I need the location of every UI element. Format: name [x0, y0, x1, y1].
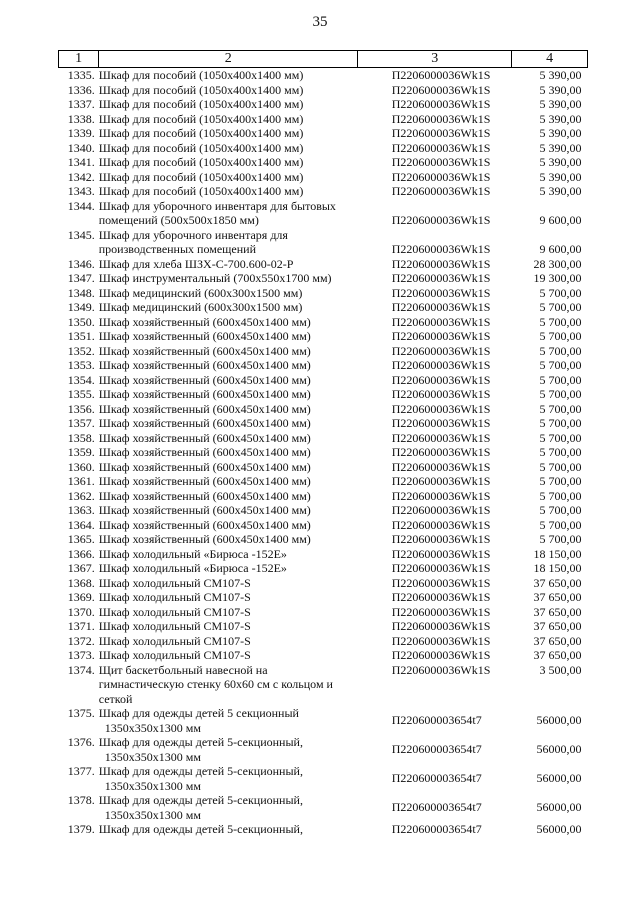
item-name [99, 822, 358, 837]
item-name-line: Шкаф хозяйственный (600x450x1400 мм) [98, 430, 311, 445]
table-body [59, 68, 588, 837]
item-code: П2206000036Wk1S [391, 256, 491, 271]
item-code: П2206000036Wk1S [391, 329, 491, 343]
item-name [99, 228, 358, 257]
table-row [59, 460, 588, 475]
item-code: П2206000036Wk1S [391, 314, 491, 329]
item-code: П2206000036Wk1S [391, 343, 491, 358]
item-name-line: Шкаф для уборочного инвентаря для [98, 227, 288, 242]
item-price: 5 700,00 [539, 474, 582, 488]
item-code: П2206000036Wk1S [391, 300, 491, 314]
item-name-line: 1350x350x1300 мм [104, 807, 201, 822]
item-name-line: Шкаф для пособий (1050x400x1400 мм) [98, 68, 304, 82]
item-name-line: Шкаф хозяйственный (600x450x1400 мм) [98, 329, 311, 343]
item-name-line: Шкаф хозяйственный (600x450x1400 мм) [98, 445, 311, 459]
item-price: 18 150,00 [533, 561, 582, 575]
item-name [99, 300, 358, 315]
item-name [99, 532, 358, 547]
item-price: 37 650,00 [533, 619, 582, 633]
table-row [59, 706, 588, 735]
item-name-line: Шкаф холодильный СМ107-S [98, 590, 251, 604]
item-name [99, 83, 358, 98]
item-name [99, 764, 358, 793]
item-name [99, 184, 358, 199]
table-row [59, 373, 588, 388]
item-price: 5 700,00 [539, 517, 582, 532]
item-name-line: Шкаф хозяйственный (600x450x1400 мм) [98, 372, 311, 387]
row-number: 1363. [67, 503, 95, 517]
item-name-line: Шкаф холодильный СМ107-S [98, 633, 251, 648]
item-code: П2206000036Wk1S [391, 358, 491, 372]
item-price: 37 650,00 [533, 590, 582, 604]
item-name-line: Шкаф холодильный СМ107-S [98, 575, 251, 590]
table-row [59, 576, 588, 591]
item-code: П2206000036Wk1S [391, 285, 491, 300]
item-name-line: сеткой [98, 691, 133, 706]
row-number: 1366. [67, 546, 95, 561]
table-row [59, 155, 588, 170]
row-number: 1344. [67, 198, 95, 213]
item-name [99, 445, 358, 460]
item-name-line: Щит баскетбольный навесной на [98, 662, 268, 677]
row-number: 1354. [67, 372, 95, 387]
item-name-line: Шкаф хозяйственный (600x450x1400 мм) [98, 387, 311, 401]
item-code: П2206000036Wk1S [391, 488, 491, 503]
item-price: 5 390,00 [539, 68, 582, 82]
item-name [99, 416, 358, 431]
row-number: 1360. [67, 459, 95, 474]
item-name-line: Шкаф для одежды детей 5-секционный, [98, 822, 303, 836]
item-code: П2206000036Wk1S [391, 474, 491, 488]
item-name-line: Шкаф хозяйственный (600x450x1400 мм) [98, 343, 311, 358]
item-name-line: Шкаф для одежды детей 5-секционный, [98, 735, 303, 749]
item-code: П2206000036Wk1S [391, 169, 491, 184]
item-name [99, 431, 358, 446]
item-name-line: Шкаф холодильный СМ107-S [98, 604, 251, 619]
row-number: 1377. [67, 764, 95, 778]
table-row [59, 141, 588, 156]
item-code: П2206000036Wk1S [391, 662, 491, 677]
item-price: 5 700,00 [539, 387, 582, 401]
item-price: 19 300,00 [533, 271, 582, 285]
item-name [99, 605, 358, 620]
row-number: 1371. [67, 619, 95, 633]
item-name [99, 793, 358, 822]
row-number: 1337. [67, 97, 95, 111]
item-name-line: Шкаф для одежды детей 5-секционный, [98, 764, 303, 778]
item-name-line: Шкаф хозяйственный (600x450x1400 мм) [98, 474, 311, 488]
item-code: П2206000036Wk1S [391, 140, 491, 155]
item-price: 56000,00 [536, 822, 582, 836]
row-number: 1367. [67, 561, 95, 575]
item-price: 56000,00 [536, 771, 582, 785]
table-row [59, 416, 588, 431]
table-header-row [59, 51, 588, 68]
item-name-line: 1350x350x1300 мм [104, 778, 201, 793]
item-name-line: Шкаф холодильный СМ107-S [98, 619, 251, 633]
row-number: 1348. [67, 285, 95, 300]
item-code: П220600003654t7 [391, 713, 482, 727]
item-price: 37 650,00 [533, 604, 582, 619]
table-row [59, 663, 588, 707]
item-name [99, 518, 358, 533]
item-name-line: Шкаф инструментальный (700x550x1700 мм) [98, 271, 332, 285]
table-row [59, 793, 588, 822]
item-price: 56000,00 [536, 742, 582, 756]
item-name-line: Шкаф хозяйственный (600x450x1400 мм) [98, 416, 311, 430]
item-price: 5 700,00 [539, 459, 582, 474]
table-row [59, 199, 588, 228]
item-code: П2206000036Wk1S [391, 561, 491, 575]
row-number: 1374. [67, 662, 95, 677]
row-number: 1370. [67, 604, 95, 619]
row-number: 1365. [67, 532, 95, 546]
table-row [59, 68, 588, 83]
table-row [59, 358, 588, 373]
item-price: 5 700,00 [539, 372, 582, 387]
table-row [59, 764, 588, 793]
item-code: П2206000036Wk1S [391, 155, 491, 169]
table-row [59, 474, 588, 489]
row-number: 1373. [67, 648, 95, 662]
item-code: П2206000036Wk1S [391, 546, 491, 561]
item-name-line: Шкаф хозяйственный (600x450x1400 мм) [98, 503, 311, 517]
item-code: П2206000036Wk1S [391, 111, 491, 126]
item-name [99, 576, 358, 591]
item-price: 5 700,00 [539, 503, 582, 517]
table-row [59, 590, 588, 605]
item-price: 5 390,00 [539, 82, 582, 97]
item-price: 5 390,00 [539, 169, 582, 184]
row-number: 1359. [67, 445, 95, 459]
row-number: 1340. [67, 140, 95, 155]
table-row [59, 431, 588, 446]
item-code: П2206000036Wk1S [391, 648, 491, 662]
table-row [59, 315, 588, 330]
item-name-line: помещений (500x500x1850 мм) [98, 213, 259, 227]
row-number: 1364. [67, 517, 95, 532]
item-name-line: Шкаф холодильный «Бирюса -152Е» [98, 561, 287, 575]
item-code: П2206000036Wk1S [391, 68, 491, 82]
item-name [99, 358, 358, 373]
header-col-3: 3 [358, 51, 512, 68]
table-row [59, 170, 588, 185]
row-number: 1362. [67, 488, 95, 503]
row-number: 1375. [67, 706, 95, 720]
row-number: 1369. [67, 590, 95, 604]
item-code: П220600003654t7 [391, 771, 482, 785]
table-row [59, 112, 588, 127]
item-name [99, 489, 358, 504]
item-name [99, 199, 358, 228]
table-row [59, 344, 588, 359]
item-code: П2206000036Wk1S [391, 532, 491, 546]
item-name-line: Шкаф для пособий (1050x400x1400 мм) [98, 155, 304, 169]
row-number: 1372. [67, 633, 95, 648]
item-price: 3 500,00 [539, 662, 582, 677]
item-name-line: Шкаф хозяйственный (600x450x1400 мм) [98, 532, 311, 546]
item-name-line: Шкаф хозяйственный (600x450x1400 мм) [98, 488, 311, 503]
item-name [99, 590, 358, 605]
table-row [59, 286, 588, 301]
item-code: П2206000036Wk1S [391, 503, 491, 517]
item-name [99, 155, 358, 170]
item-price: 5 700,00 [539, 358, 582, 372]
table-row [59, 228, 588, 257]
item-code: П2206000036Wk1S [391, 604, 491, 619]
item-name [99, 460, 358, 475]
item-name-line: 1350x350x1300 мм [104, 749, 201, 764]
item-name [99, 663, 358, 707]
item-name [99, 68, 358, 83]
item-code: П220600003654t7 [391, 742, 482, 756]
table-row [59, 619, 588, 634]
item-price: 5 390,00 [539, 97, 582, 111]
table-row [59, 387, 588, 402]
item-price: 5 700,00 [539, 445, 582, 459]
item-price: 5 390,00 [539, 140, 582, 155]
row-number: 1346. [67, 256, 95, 271]
item-name-line: Шкаф медицинский (600x300x1500 мм) [98, 285, 303, 300]
item-code: П2206000036Wk1S [391, 126, 491, 140]
item-name [99, 329, 358, 344]
item-name-line: Шкаф для пособий (1050x400x1400 мм) [98, 82, 304, 97]
item-name [99, 706, 358, 735]
item-price: 5 390,00 [539, 155, 582, 169]
item-name [99, 474, 358, 489]
row-number: 1343. [67, 184, 95, 198]
table-row [59, 184, 588, 199]
table-row [59, 445, 588, 460]
row-number: 1379. [67, 822, 95, 836]
row-number: 1341. [67, 155, 95, 169]
item-code: П220600003654t7 [391, 822, 482, 836]
item-name [99, 561, 358, 576]
item-name [99, 648, 358, 663]
item-code: П2206000036Wk1S [391, 517, 491, 532]
item-code: П2206000036Wk1S [391, 372, 491, 387]
item-code: П2206000036Wk1S [391, 184, 491, 198]
item-name-line: Шкаф для хлеба ШЗХ-С-700.600-02-Р [98, 256, 294, 271]
table-row [59, 300, 588, 315]
row-number: 1339. [67, 126, 95, 140]
table-row [59, 126, 588, 141]
table-row [59, 329, 588, 344]
item-name [99, 315, 358, 330]
table-row [59, 634, 588, 649]
item-price: 5 700,00 [539, 416, 582, 430]
page-number: 35 [312, 14, 328, 30]
table-row [59, 822, 588, 837]
item-price: 5 700,00 [539, 430, 582, 445]
row-number: 1353. [67, 358, 95, 372]
item-price: 37 650,00 [533, 648, 582, 662]
table-row [59, 648, 588, 663]
item-price: 5 390,00 [539, 111, 582, 126]
row-number: 1351. [67, 329, 95, 343]
table-row [59, 532, 588, 547]
item-name [99, 271, 358, 286]
table-row [59, 561, 588, 576]
item-price: 37 650,00 [533, 575, 582, 590]
table-row [59, 402, 588, 417]
row-number: 1358. [67, 430, 95, 445]
item-name [99, 735, 358, 764]
item-name [99, 402, 358, 417]
item-code: П2206000036Wk1S [391, 633, 491, 648]
table-row [59, 735, 588, 764]
item-name [99, 170, 358, 185]
row-number: 1352. [67, 343, 95, 358]
item-name [99, 619, 358, 634]
inventory-table [58, 50, 588, 837]
item-name [99, 373, 358, 388]
item-code: П2206000036Wk1S [391, 445, 491, 459]
item-code: П2206000036Wk1S [391, 619, 491, 633]
table-row [59, 97, 588, 112]
item-name-line: Шкаф хозяйственный (600x450x1400 мм) [98, 314, 311, 329]
item-price: 5 700,00 [539, 488, 582, 503]
table-row [59, 518, 588, 533]
header-col-4: 4 [512, 51, 588, 68]
row-number: 1355. [67, 387, 95, 401]
item-name [99, 634, 358, 649]
item-price: 5 700,00 [539, 532, 582, 546]
item-price: 37 650,00 [533, 633, 582, 648]
item-code: П220600003654t7 [391, 800, 482, 814]
item-code: П2206000036Wk1S [391, 459, 491, 474]
item-code: П2206000036Wk1S [391, 82, 491, 97]
table-row [59, 257, 588, 272]
item-name [99, 126, 358, 141]
item-name-line: Шкаф для пособий (1050x400x1400 мм) [98, 111, 304, 126]
item-price: 5 700,00 [539, 401, 582, 416]
item-price: 56000,00 [536, 800, 582, 814]
row-number: 1376. [67, 735, 95, 749]
item-price: 5 700,00 [539, 343, 582, 358]
item-name [99, 344, 358, 359]
table-row [59, 489, 588, 504]
item-name-line: Шкаф хозяйственный (600x450x1400 мм) [98, 517, 311, 532]
row-number: 1345. [67, 227, 95, 242]
item-name-line: Шкаф для пособий (1050x400x1400 мм) [98, 169, 304, 184]
item-name-line: Шкаф холодильный СМ107-S [98, 648, 251, 662]
item-name-line: Шкаф для пособий (1050x400x1400 мм) [98, 184, 304, 198]
item-price: 18 150,00 [533, 546, 582, 561]
item-name-line: Шкаф медицинский (600x300x1500 мм) [98, 300, 303, 314]
table-row [59, 83, 588, 98]
table-row [59, 271, 588, 286]
row-number: 1335. [67, 68, 95, 82]
table-row [59, 605, 588, 620]
item-code: П2206000036Wk1S [391, 401, 491, 416]
item-price: 9 600,00 [539, 242, 582, 256]
item-name-line: гимнастическую стенку 60x60 см с кольцом и [98, 677, 333, 691]
item-price: 5 390,00 [539, 126, 582, 140]
item-price: 28 300,00 [533, 256, 582, 271]
item-name-line: Шкаф холодильный «Бирюса -152Е» [98, 546, 287, 561]
item-price: 9 600,00 [539, 213, 582, 227]
item-name [99, 257, 358, 272]
row-number: 1357. [67, 416, 95, 430]
item-name-line: Шкаф хозяйственный (600x450x1400 мм) [98, 401, 311, 416]
item-code: П2206000036Wk1S [391, 271, 491, 285]
item-code: П2206000036Wk1S [391, 590, 491, 604]
item-name-line: производственных помещений [98, 242, 256, 256]
item-name-line: Шкаф для пособий (1050x400x1400 мм) [98, 126, 304, 140]
item-name-line: 1350x350x1300 мм [104, 720, 201, 735]
item-price: 5 700,00 [539, 285, 582, 300]
item-name-line: Шкаф для одежды детей 5 секционный [98, 706, 299, 720]
item-name [99, 547, 358, 562]
item-name-line: Шкаф для уборочного инвентаря для бытовых [98, 198, 336, 213]
item-name-line: Шкаф для одежды детей 5-секционный, [98, 793, 303, 807]
item-name [99, 286, 358, 301]
item-code: П2206000036Wk1S [391, 213, 491, 227]
item-name-line: Шкаф для пособий (1050x400x1400 мм) [98, 97, 304, 111]
item-code: П2206000036Wk1S [391, 416, 491, 430]
row-number: 1336. [67, 82, 95, 97]
item-price: 5 700,00 [539, 314, 582, 329]
item-name [99, 97, 358, 112]
item-price: 5 700,00 [539, 329, 582, 343]
item-name [99, 112, 358, 127]
item-code: П2206000036Wk1S [391, 387, 491, 401]
item-name-line: Шкаф хозяйственный (600x450x1400 мм) [98, 459, 311, 474]
row-number: 1356. [67, 401, 95, 416]
item-code: П2206000036Wk1S [391, 575, 491, 590]
row-number: 1350. [67, 314, 95, 329]
item-name [99, 387, 358, 402]
row-number: 1378. [67, 793, 95, 807]
row-number: 1338. [67, 111, 95, 126]
item-price: 5 700,00 [539, 300, 582, 314]
item-price: 5 390,00 [539, 184, 582, 198]
item-code: П2206000036Wk1S [391, 242, 491, 256]
item-code: П2206000036Wk1S [391, 97, 491, 111]
item-code: П2206000036Wk1S [391, 430, 491, 445]
header-col-2: 2 [99, 51, 358, 68]
table-row [59, 547, 588, 562]
row-number: 1349. [67, 300, 95, 314]
item-price: 56000,00 [536, 713, 582, 727]
item-name [99, 141, 358, 156]
item-name-line: Шкаф хозяйственный (600x450x1400 мм) [98, 358, 311, 372]
row-number: 1347. [67, 271, 95, 285]
item-name-line: Шкаф для пособий (1050x400x1400 мм) [98, 140, 304, 155]
row-number: 1361. [67, 474, 95, 488]
table-row [59, 503, 588, 518]
row-number: 1342. [67, 169, 95, 184]
item-name [99, 503, 358, 518]
row-number: 1368. [67, 575, 95, 590]
header-col-1: 1 [59, 51, 99, 68]
